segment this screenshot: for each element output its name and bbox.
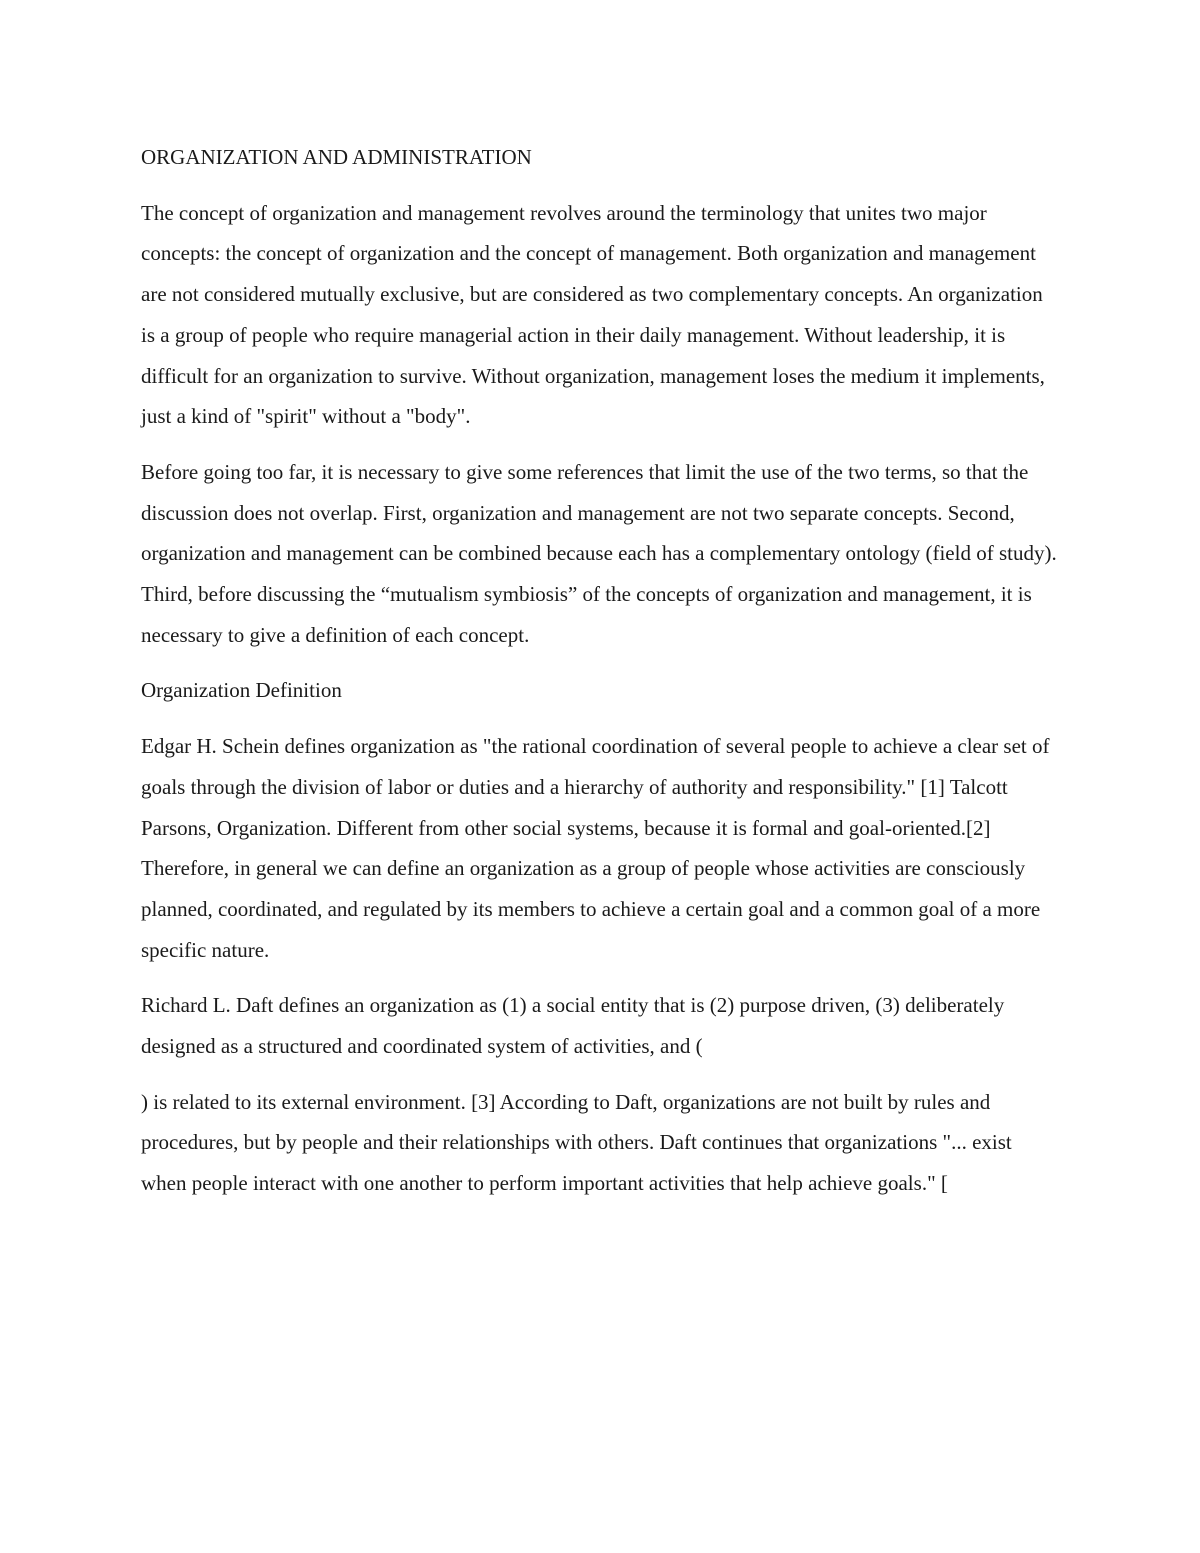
paragraph-intro: The concept of organization and management revolves around the terminology that unites two major concepts: the concept of organization and the concept of management. Both organization and management are not considered mutually exclusive, but are considered as two complementary concepts. An organization is a group of people who require managerial action in their daily management. Without leadership, it is difficult for an organization to survive. Without organization, management loses the medium it implements, just a kind of "spirit" without a "body".	[141, 200, 1045, 429]
paragraph-daft-definition: Richard L. Daft defines an organization as (1) a social entity that is (2) purpose driven, (3) deliberately designed as a structured and coordinated system of activities, and (	[141, 993, 1005, 1059]
section-heading-organization-definition: Organization Definition	[141, 678, 342, 703]
paragraph-daft-continued: ) is related to its external environment. [3] According to Daft, organizations are not built by rules and procedures, but by people and their relationships with others. Daft continues that organizations "... exist when people interact with one another to perform important activities that help achieve goals." [	[141, 1089, 1012, 1196]
paragraph-schein-definition: Edgar H. Schein defines organization as "the rational coordination of several people to achieve a clear set of goals through the division of labor or duties and a hierarchy of authority and responsibility." [1] Talcott Parsons, Organization. Different from other social systems, because it is formal and goal-oriented.[2] Therefore, in general we can define an organization as a group of people whose activities are consciously planned, coordinated, and regulated by its members to achieve a certain goal and a common goal of a more specific nature.	[141, 734, 1050, 962]
document-title: ORGANIZATION AND ADMINISTRATION	[141, 145, 532, 169]
paragraph-scope: Before going too far, it is necessary to give some references that limit the use of the two terms, so that the discussion does not overlap. First, organization and management are not two separate concepts. Second, organization and management can be combined because each has a complementary ontology (field of study). Third, before discussing the “mutualism symbiosis” of the concepts of organization and management, it is necessary to give a definition of each concept.	[141, 459, 1057, 647]
document-body	[141, 137, 1059, 1219]
